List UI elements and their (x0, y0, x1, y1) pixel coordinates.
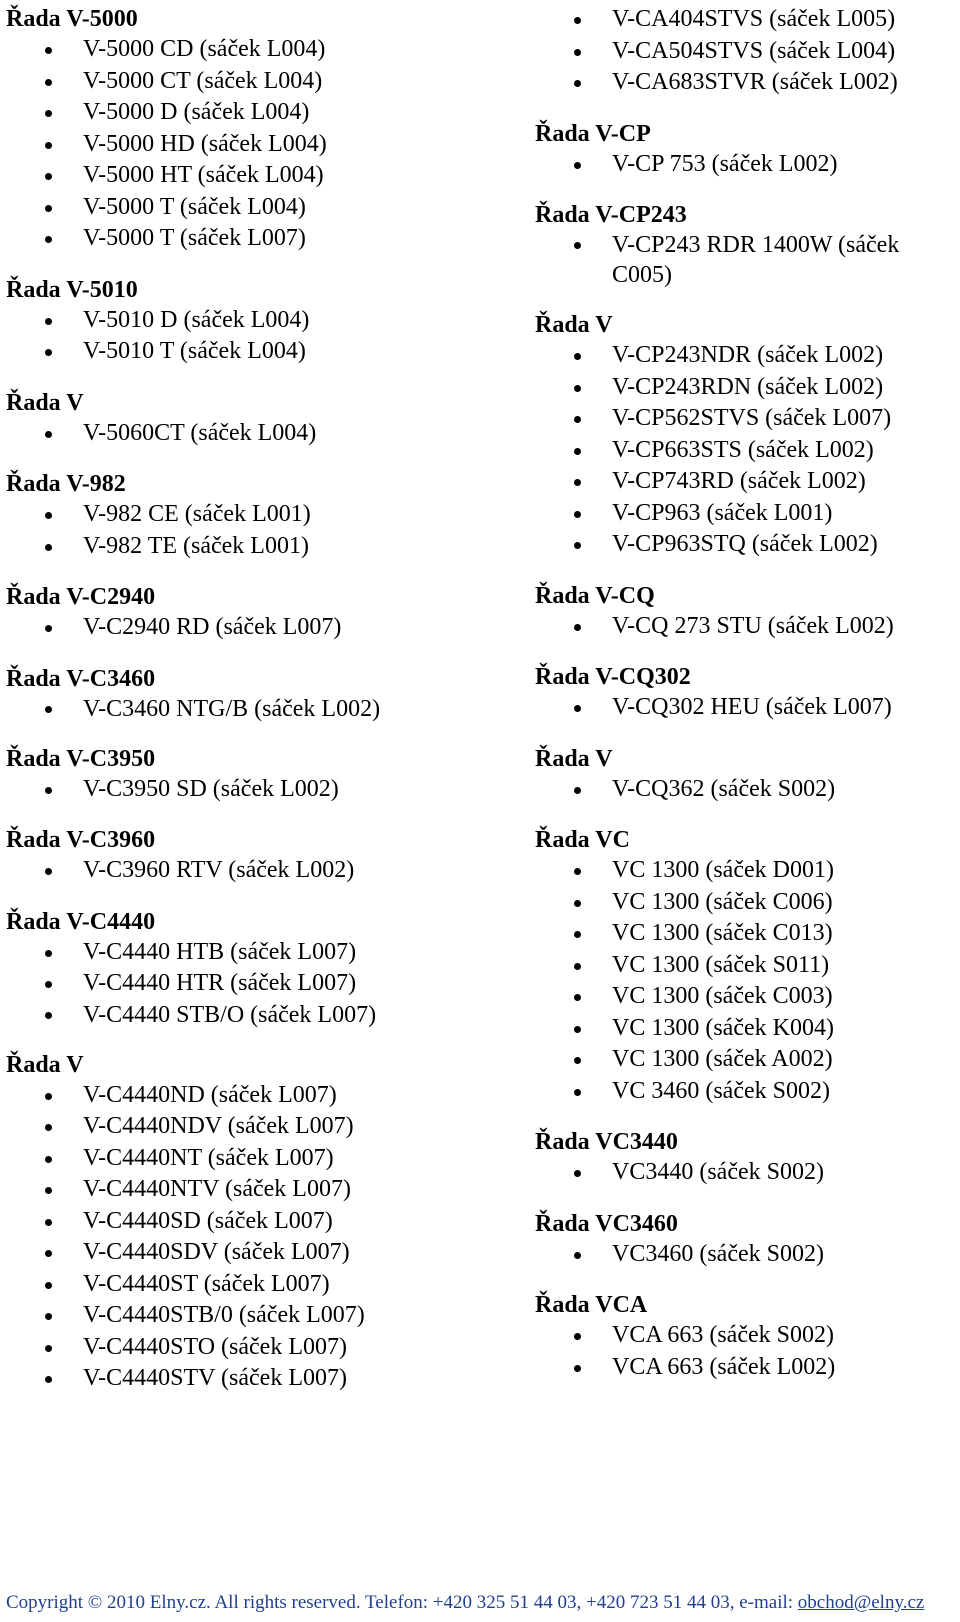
product-label: V-C4440 HTR (sáček L007) (83, 970, 357, 996)
product-label: V-C2940 RD (sáček L007) (83, 614, 342, 640)
product-label: V-5000 CT (sáček L004) (83, 67, 323, 94)
list-item (6, 694, 496, 724)
bullet-icon (45, 787, 52, 794)
bullet-icon (574, 1252, 581, 1259)
bullet-icon (574, 80, 581, 87)
list-item (6, 612, 496, 644)
product-label: V-C4440 STB/O (sáček L007) (83, 1001, 377, 1028)
series-section (535, 744, 955, 806)
list-item (535, 435, 955, 467)
left-column (6, 4, 496, 1415)
series-heading: Řada V-5000 (6, 6, 138, 32)
series-heading: Řada VC3440 (535, 1129, 678, 1155)
bullet-icon (574, 931, 581, 938)
series-heading: Řada V-CQ (535, 582, 655, 609)
series-heading: Řada V-982 (6, 471, 126, 497)
list-item (535, 981, 955, 1013)
product-list (6, 305, 496, 368)
series-section (535, 825, 955, 1107)
product-label: V-5000 T (sáček L007) (83, 225, 306, 251)
product-list (535, 340, 955, 561)
series-section (535, 581, 955, 643)
series-heading: Řada V (535, 745, 613, 772)
product-label: V-5060CT (sáček L004) (83, 419, 317, 446)
bullet-icon (45, 236, 52, 243)
product-label: V-CA504STVS (sáček L004) (612, 37, 896, 64)
list-item (6, 192, 496, 224)
list-item (6, 160, 496, 192)
bullet-icon (45, 950, 52, 957)
bullet-icon (574, 542, 581, 549)
list-item (6, 968, 496, 1000)
bullet-icon (45, 318, 52, 325)
series-section (6, 4, 496, 255)
list-item (6, 855, 496, 887)
list-item (6, 1300, 496, 1332)
list-item (535, 1044, 955, 1076)
product-label: V-C4440ND (sáček L007) (83, 1081, 337, 1108)
product-label: V-CP963 (sáček L001) (612, 499, 833, 526)
list-item (535, 529, 955, 561)
footer-copyright-text: Copyright © 2010 Elny.cz. All rights reserved. Telefon: +420 325 51 44 03, +420 723 51 44 03, e-mail: (6, 1592, 798, 1613)
product-label: V-5000 HD (sáček L004) (83, 130, 327, 157)
bullet-icon (45, 79, 52, 86)
bullet-icon (574, 353, 581, 360)
product-label: V-C3460 NTG/B (sáček L002) (83, 695, 381, 722)
bullet-icon (45, 47, 52, 54)
product-label: V-C4440 HTB (sáček L007) (83, 938, 357, 965)
product-label: V-5000 D (sáček L004) (83, 99, 310, 125)
list-item (535, 1239, 955, 1271)
bullet-icon (574, 1333, 581, 1340)
bullet-icon (45, 349, 52, 356)
list-item (535, 403, 955, 435)
product-list (6, 1080, 496, 1395)
list-item (535, 774, 955, 806)
series-heading: Řada VC3460 (535, 1210, 678, 1237)
bullet-icon (45, 142, 52, 149)
list-item (535, 4, 955, 36)
product-label: VC3440 (sáček S002) (612, 1159, 824, 1185)
product-label: V-CP963STQ (sáček L002) (612, 531, 878, 557)
series-section (6, 469, 496, 562)
product-label: V-CQ302 HEU (sáček L007) (612, 694, 892, 720)
product-label: V-5010 T (sáček L004) (83, 338, 306, 364)
series-section (6, 744, 496, 806)
product-label: V-CP743RD (sáček L002) (612, 468, 866, 494)
product-label: V-CP243 RDR 1400W (sáček C005) (612, 232, 900, 288)
product-list (6, 612, 496, 644)
bullet-icon (574, 1170, 581, 1177)
bullet-icon (574, 385, 581, 392)
list-item (535, 372, 955, 404)
series-heading: Řada V-C3460 (6, 665, 156, 692)
product-label: V-C3950 SD (sáček L002) (83, 775, 339, 802)
product-label: V-CP 753 (sáček L002) (612, 150, 838, 177)
bullet-icon (45, 1124, 52, 1131)
product-label: VC 1300 (sáček D001) (612, 857, 834, 883)
bullet-icon (45, 1219, 52, 1226)
product-list (535, 1320, 955, 1383)
list-item (535, 950, 955, 982)
series-section (535, 4, 955, 99)
series-heading: Řada V-C3950 (6, 745, 156, 772)
bullet-icon (45, 981, 52, 988)
product-label: V-CA683STVR (sáček L002) (612, 69, 898, 95)
product-label: VC 1300 (sáček A002) (612, 1046, 833, 1072)
product-list (535, 230, 955, 290)
series-section (535, 200, 955, 290)
list-item (6, 336, 496, 368)
list-item (535, 918, 955, 950)
product-label: VCA 663 (sáček S002) (612, 1322, 834, 1348)
footer (6, 1591, 960, 1615)
product-list (6, 499, 496, 562)
product-label: V-5000 HT (sáček L004) (83, 162, 324, 188)
bullet-icon (574, 416, 581, 423)
product-label: V-C4440NT (sáček L007) (83, 1144, 334, 1171)
product-label: V-C4440NDV (sáček L007) (83, 1113, 354, 1139)
list-item (6, 223, 496, 255)
series-section (6, 664, 496, 724)
series-heading: Řada V (6, 1051, 84, 1078)
bullet-icon (45, 868, 52, 875)
product-list (535, 4, 955, 99)
list-item (6, 774, 496, 806)
bullet-icon (45, 706, 52, 713)
series-heading: Řada V-C2940 (6, 584, 156, 610)
bullet-icon (574, 1057, 581, 1064)
list-item (6, 1237, 496, 1269)
series-section (6, 275, 496, 368)
series-section (535, 1127, 955, 1189)
series-heading: Řada V-5010 (6, 276, 138, 303)
series-section (6, 1050, 496, 1395)
bullet-icon (45, 173, 52, 180)
list-item (6, 531, 496, 563)
product-label: V-C3960 RTV (sáček L002) (83, 857, 355, 883)
list-item (6, 1000, 496, 1030)
list-item (6, 1111, 496, 1143)
bullet-icon (45, 1313, 52, 1320)
list-item (535, 67, 955, 99)
series-section (6, 582, 496, 644)
series-section (535, 1209, 955, 1271)
bullet-icon (45, 625, 52, 632)
bullet-icon (45, 1012, 52, 1019)
list-item (6, 305, 496, 337)
series-heading: Řada VC (535, 827, 630, 853)
list-item (535, 1157, 955, 1189)
product-list (535, 1239, 955, 1271)
bullet-icon (574, 511, 581, 518)
bullet-icon (45, 1282, 52, 1289)
list-item (535, 1352, 955, 1384)
product-list (535, 855, 955, 1107)
series-heading: Řada V-C4440 (6, 908, 156, 935)
list-item (6, 1363, 496, 1395)
list-item (535, 149, 955, 181)
bullet-icon (45, 544, 52, 551)
product-list (6, 774, 496, 806)
product-label: V-5010 D (sáček L004) (83, 306, 310, 333)
bullet-icon (574, 242, 581, 249)
product-label: V-CP243RDN (sáček L002) (612, 373, 884, 400)
list-item (535, 1320, 955, 1352)
list-item (6, 1206, 496, 1238)
list-item (6, 1143, 496, 1175)
product-list (6, 855, 496, 887)
product-list (535, 149, 955, 181)
product-label: VC 1300 (sáček C013) (612, 920, 833, 946)
list-item (6, 97, 496, 129)
bullet-icon (574, 162, 581, 169)
product-label: VCA 663 (sáček L002) (612, 1353, 836, 1380)
list-item (535, 36, 955, 68)
list-item (535, 340, 955, 372)
series-heading: Řada V-C3960 (6, 827, 156, 853)
bullet-icon (45, 1187, 52, 1194)
product-list (535, 692, 955, 724)
bullet-icon (45, 1376, 52, 1383)
bullet-icon (574, 479, 581, 486)
list-item (535, 230, 955, 290)
product-label: V-C4440STB/0 (sáček L007) (83, 1302, 365, 1328)
bullet-icon (45, 110, 52, 117)
product-label: VC 1300 (sáček S011) (612, 951, 830, 978)
right-column (535, 4, 955, 1403)
product-list (535, 1157, 955, 1189)
list-item (6, 1332, 496, 1364)
bullet-icon (45, 1250, 52, 1257)
series-heading: Řada V-CP243 (535, 202, 687, 228)
product-label: V-CA404STVS (sáček L005) (612, 6, 896, 32)
product-list (535, 774, 955, 806)
bullet-icon (45, 1345, 52, 1352)
list-item (535, 466, 955, 498)
product-list (535, 611, 955, 643)
list-item (535, 1076, 955, 1108)
product-label: V-5000 T (sáček L004) (83, 193, 306, 220)
list-item (6, 66, 496, 98)
product-label: V-CP562STVS (sáček L007) (612, 405, 892, 431)
series-section (535, 1290, 955, 1383)
bullet-icon (45, 512, 52, 519)
list-item (535, 855, 955, 887)
series-section (535, 119, 955, 181)
bullet-icon (574, 787, 581, 794)
bullet-icon (45, 205, 52, 212)
series-heading: Řada V (535, 312, 613, 338)
product-label: V-C4440SD (sáček L007) (83, 1207, 333, 1234)
series-heading: Řada VCA (535, 1292, 648, 1318)
list-item (6, 499, 496, 531)
product-label: VC 3460 (sáček S002) (612, 1077, 830, 1104)
product-label: V-C4440ST (sáček L007) (83, 1270, 330, 1297)
bullet-icon (574, 868, 581, 875)
list-item (535, 887, 955, 919)
bullet-icon (574, 17, 581, 24)
bullet-icon (45, 1156, 52, 1163)
bullet-icon (574, 624, 581, 631)
product-label: V-CP243NDR (sáček L002) (612, 342, 884, 368)
bullet-icon (45, 1093, 52, 1100)
bullet-icon (574, 994, 581, 1001)
list-item (6, 1269, 496, 1301)
bullet-icon (574, 705, 581, 712)
series-section (535, 662, 955, 724)
bullet-icon (574, 963, 581, 970)
list-item (6, 129, 496, 161)
list-item (6, 1080, 496, 1112)
series-section (6, 388, 496, 450)
product-label: V-CQ 273 STU (sáček L002) (612, 612, 894, 639)
list-item (535, 692, 955, 724)
product-label: VC 1300 (sáček C006) (612, 888, 833, 915)
product-label: V-C4440NTV (sáček L007) (83, 1176, 351, 1202)
product-label: VC 1300 (sáček K004) (612, 1014, 834, 1041)
list-item (535, 498, 955, 530)
product-label: V-CQ362 (sáček S002) (612, 775, 836, 802)
product-list (6, 937, 496, 1030)
product-label: V-C4440SDV (sáček L007) (83, 1239, 350, 1265)
product-label: V-CP663STS (sáček L002) (612, 436, 874, 463)
bullet-icon (574, 1365, 581, 1372)
bullet-icon (45, 431, 52, 438)
series-section (535, 310, 955, 561)
list-item (6, 937, 496, 969)
bullet-icon (574, 1026, 581, 1033)
list-item (535, 611, 955, 643)
series-section (6, 907, 496, 1030)
product-list (6, 418, 496, 450)
bullet-icon (574, 448, 581, 455)
product-list (6, 694, 496, 724)
product-label: VC 1300 (sáček C003) (612, 983, 833, 1009)
series-heading: Řada V (6, 389, 84, 416)
bullet-icon (574, 1089, 581, 1096)
series-heading: Řada V-CP (535, 120, 651, 147)
list-item (6, 1174, 496, 1206)
product-label: V-C4440STO (sáček L007) (83, 1333, 347, 1360)
product-label: VC3460 (sáček S002) (612, 1240, 824, 1267)
product-label: V-C4440STV (sáček L007) (83, 1365, 347, 1391)
list-item (6, 418, 496, 450)
product-label: V-982 TE (sáček L001) (83, 532, 309, 559)
product-list (6, 34, 496, 255)
bullet-icon (574, 49, 581, 56)
series-section (6, 825, 496, 887)
bullet-icon (574, 900, 581, 907)
list-item (6, 34, 496, 66)
list-item (535, 1013, 955, 1045)
product-label: V-982 CE (sáček L001) (83, 501, 311, 527)
footer-email-link[interactable]: obchod@elny.cz (797, 1592, 925, 1613)
series-heading: Řada V-CQ302 (535, 664, 691, 690)
product-label: V-5000 CD (sáček L004) (83, 36, 326, 62)
